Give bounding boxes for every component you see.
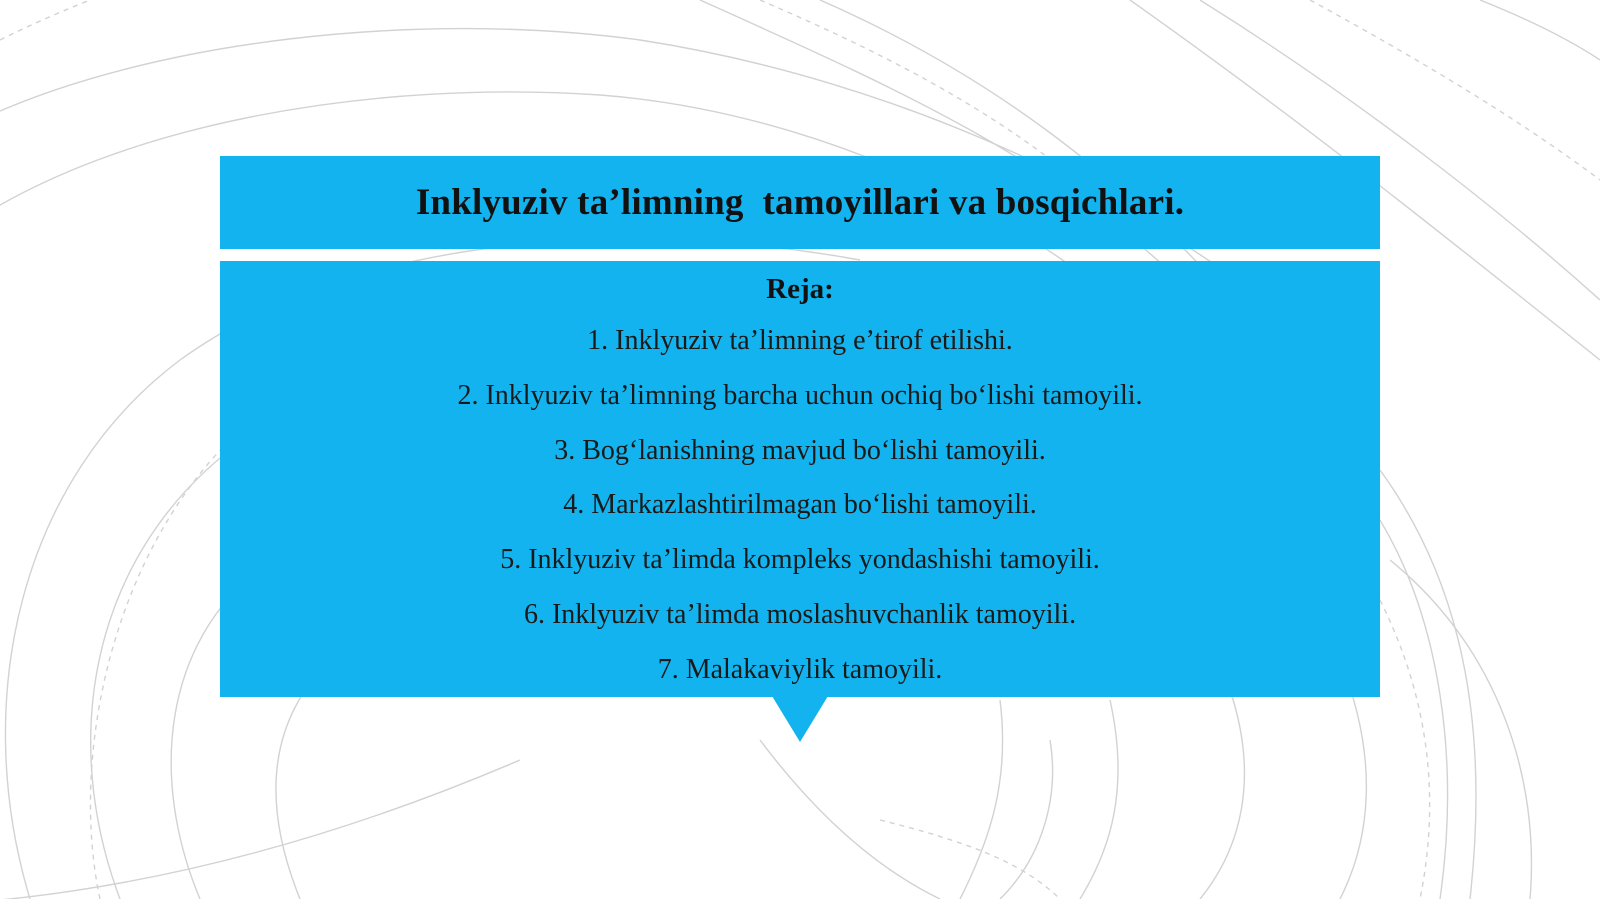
title-banner [220,156,1380,249]
plan-item: 5. Inklyuziv ta’limda kompleks yondashishi tamoyili. [500,544,1100,576]
plan-item: 6. Inklyuziv ta’limda moslashuvchanlik tamoyili. [523,598,1077,630]
plan-list [220,323,1380,707]
slide-title: Inklyuziv ta’limning tamoyillari va bosqichlari. [415,182,1185,223]
plan-item: 1. Inklyuziv ta’limning e’tirof etilishi. [587,325,1013,356]
plan-item: 7. Malakaviylik tamoyili. [657,653,943,685]
callout-pointer [772,696,828,742]
plan-item: 3. Bog‘lanishning mavjud bo‘lishi tamoyili. [554,434,1046,466]
plan-item: 4. Markazlashtirilmagan bo‘lishi tamoyili. [563,489,1037,521]
plan-box [220,261,1380,697]
plan-heading: Reja: [766,273,834,305]
plan-item: 2. Inklyuziv ta’limning barcha uchun ochiq bo‘lishi tamoyili. [457,379,1143,411]
